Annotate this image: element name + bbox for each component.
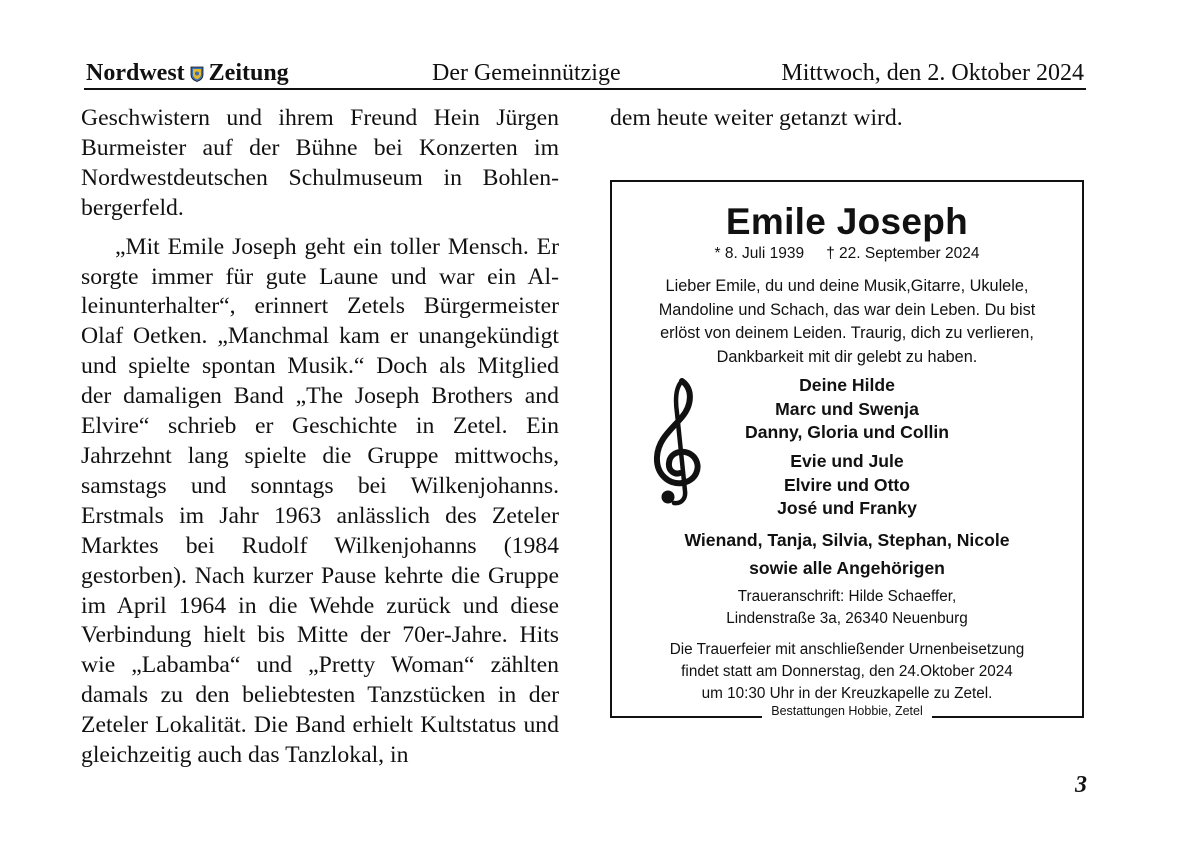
coat-of-arms-icon — [190, 66, 204, 82]
deceased-name: Emile Joseph — [725, 201, 969, 242]
address-line: Traueranschrift: Hilde Schaeffer, — [737, 588, 957, 605]
undertaker-credit — [612, 704, 1082, 718]
farewell-message — [612, 275, 1082, 369]
mourner-line: José und Franky — [777, 498, 917, 518]
undertaker-name: Bestattungen Hobbie, Zetel — [762, 704, 932, 718]
mourner-line: Danny, Gloria und Collin — [745, 422, 949, 442]
article-paragraph: „Mit Emile Joseph geht ein toller Mensch. Er sorgte immer für gute Laune und war ein Alleinunterhalter“, erinnert Zetels Bürgermeister Olaf Oetken. „Manchmal kam er unangekündigt und spielte spontan Musik.“ Doch als Mitglied der damaligen Band „The Joseph Brothers and Elvire“ schrieb er Geschichte in Zetel. Ein Jahrzehnt lang spielte die Gruppe mittwochs, samstags und sonntags bei Wilkenjohanns. Erstmals im Jahr 1963 anlässlich des Zeteler Marktes bei Rudolf Wilkenjohanns (1984 gestorben). Nach kurzer Pause kehrte die Gruppe im April 1964 in die Wehde zurück und diese Verbindung hielt bis Mitte der 70er-Jahre. Hits wie „Labamba“ und „Pretty Woman“ zählten damals zu den beliebtesten Tanzstücken in der Zeteler Lokalität. Die Band erhielt Kultstatus und gleichzeitig auch das Tanzlokal, in — [81, 233, 559, 769]
masthead-left-word: Nordwest — [86, 60, 185, 86]
mourner-line: Evie und Jule — [790, 451, 904, 471]
mourners-group — [722, 374, 972, 445]
issue-date: Mittwoch, den 2. Oktober 2024 — [781, 60, 1084, 86]
masthead-right-word: Zeitung — [208, 60, 289, 86]
service-line: Die Trauerfeier mit anschließender Urnenbeisetzung — [669, 641, 1025, 658]
family-line: sowie alle Angehörigen — [749, 558, 945, 578]
message-line: erlöst von deinem Leiden. Traurig, dich zu verlieren, — [660, 324, 1034, 343]
page-header — [84, 58, 1086, 90]
mourner-line: Marc und Swenja — [775, 398, 919, 419]
mourning-address — [612, 586, 1082, 630]
death-date: † 22. September 2024 — [826, 245, 980, 262]
message-line: Lieber Emile, du und deine Musik,Gitarre, Ukulele, — [665, 277, 1029, 295]
article-paragraph: Geschwistern und ihrem Freund Hein Jürgen Burmeister auf der Bühne bei Konzerten im Nordwestdeutschen Schulmuseum in Bohlenbergerfeld. — [81, 105, 559, 221]
life-dates — [612, 245, 1082, 263]
funeral-service-info — [612, 639, 1082, 705]
page-number: 3 — [1075, 772, 1087, 798]
treble-clef-icon — [648, 377, 706, 507]
service-line: findet statt am Donnerstag, den 24.Oktober 2024 — [681, 663, 1013, 680]
message-line: Dankbarkeit mit dir gelebt zu haben. — [716, 347, 978, 366]
family-line: Wienand, Tanja, Silvia, Stephan, Nicole — [684, 530, 1010, 550]
mourners-group — [722, 450, 972, 521]
service-line: um 10:30 Uhr in der Kreuzkapelle zu Zetel. — [701, 685, 993, 702]
family-names — [612, 526, 1082, 582]
birth-date: * 8. Juli 1939 — [714, 245, 805, 262]
mourner-line: Deine Hilde — [799, 375, 895, 395]
newspaper-masthead — [86, 60, 289, 87]
article-paragraph: dem heute weiter getanzt wird. — [610, 105, 903, 131]
obituary-notice — [610, 180, 1084, 718]
address-line: Lindenstraße 3a, 26340 Neuenburg — [726, 610, 968, 627]
section-title: Der Gemeinnützige — [432, 60, 621, 86]
mourner-line: Elvire und Otto — [783, 474, 911, 495]
article-right-column — [610, 104, 1088, 134]
message-line: Mandoline und Schach, das war dein Leben. Du bist — [658, 300, 1036, 319]
article-left-column — [81, 104, 559, 771]
